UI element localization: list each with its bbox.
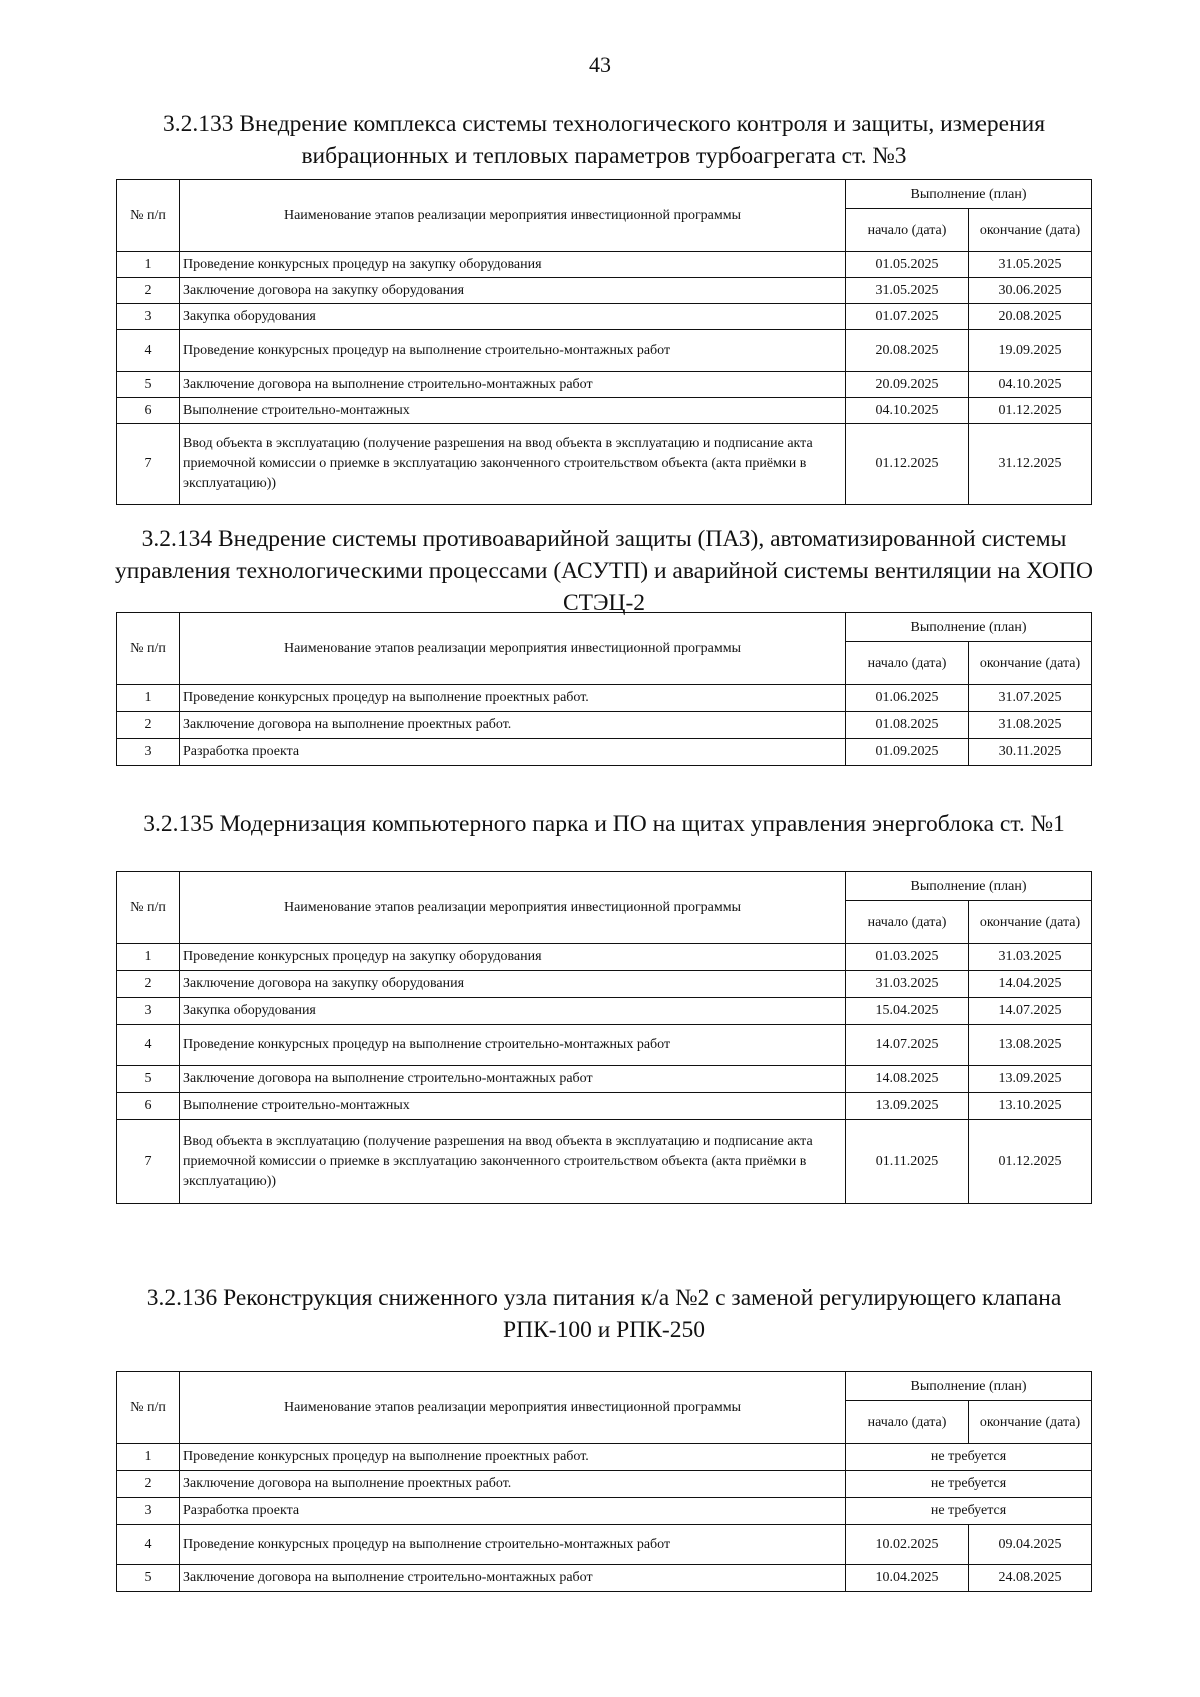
start-date: 01.06.2025	[846, 685, 969, 712]
start-date: 31.05.2025	[846, 278, 969, 304]
header-start-date: начало (дата)	[846, 1401, 969, 1444]
end-date: 13.08.2025	[969, 1025, 1092, 1066]
start-date: 10.04.2025	[846, 1565, 969, 1592]
stage-name: Выполнение строительно-монтажных	[180, 398, 846, 424]
table-row	[117, 372, 1092, 398]
stage-name: Заключение договора на выполнение строительно-монтажных работ	[180, 1565, 846, 1592]
stage-name: Проведение конкурсных процедур на выполнение строительно-монтажных работ	[180, 1025, 846, 1066]
table-row	[117, 971, 1092, 998]
end-date: 31.08.2025	[969, 712, 1092, 739]
row-number: 4	[117, 1025, 180, 1066]
row-number: 3	[117, 304, 180, 330]
header-execution-plan: Выполнение (план)	[846, 613, 1092, 642]
table-row	[117, 278, 1092, 304]
not-required-note: не требуется	[846, 1498, 1092, 1525]
end-date: 30.11.2025	[969, 739, 1092, 766]
stage-name: Проведение конкурсных процедур на выполнение строительно-монтажных работ	[180, 1525, 846, 1565]
header-stage-name: Наименование этапов реализации мероприятия инвестиционной программы	[180, 180, 846, 252]
header-start-date: начало (дата)	[846, 901, 969, 944]
row-number: 7	[117, 424, 180, 505]
header-execution-plan: Выполнение (план)	[846, 180, 1092, 209]
stage-name: Выполнение строительно-монтажных	[180, 1093, 846, 1120]
end-date: 31.12.2025	[969, 424, 1092, 505]
page-number: 43	[589, 52, 611, 77]
table-row	[117, 398, 1092, 424]
stage-name: Проведение конкурсных процедур на выполнение проектных работ.	[180, 685, 846, 712]
plan-table-136	[116, 1371, 1092, 1592]
stage-name: Заключение договора на закупку оборудования	[180, 971, 846, 998]
table-row	[117, 1498, 1092, 1525]
table-row	[117, 1120, 1092, 1204]
header-end-date: окончание (дата)	[969, 642, 1092, 685]
start-date: 01.09.2025	[846, 739, 969, 766]
end-date: 04.10.2025	[969, 372, 1092, 398]
table-row	[117, 944, 1092, 971]
row-number: 6	[117, 398, 180, 424]
start-date: 01.11.2025	[846, 1120, 969, 1204]
start-date: 01.03.2025	[846, 944, 969, 971]
stage-name: Проведение конкурсных процедур на выполнение строительно-монтажных работ	[180, 330, 846, 372]
stage-name: Ввод объекта в эксплуатацию (получение разрешения на ввод объекта в эксплуатацию и подписание акта приемочной комиссии о приемке в эксплуатацию законченного строительством объекта (акта приёмки в эксплуатацию))	[180, 424, 846, 505]
table-row	[117, 1066, 1092, 1093]
table-row	[117, 998, 1092, 1025]
table-row	[117, 712, 1092, 739]
stage-name: Разработка проекта	[180, 1498, 846, 1525]
header-execution-plan: Выполнение (план)	[846, 872, 1092, 901]
section-title-135: 3.2.135 Модернизация компьютерного парка и ПО на щитах управления энергоблока ст. №1	[143, 811, 1065, 837]
table-row	[117, 1444, 1092, 1471]
header-start-date: начало (дата)	[846, 209, 969, 252]
section-title-136: 3.2.136 Реконструкция сниженного узла питания к/а №2 с заменой регулирующего клапана РПК-100 и РПК-250	[146, 1285, 1062, 1343]
start-date: 15.04.2025	[846, 998, 969, 1025]
row-number: 1	[117, 252, 180, 278]
table-row	[117, 1565, 1092, 1592]
row-number: 2	[117, 278, 180, 304]
row-number: 4	[117, 1525, 180, 1565]
plan-table-133	[116, 179, 1092, 505]
row-number: 1	[117, 685, 180, 712]
section-title-133: 3.2.133 Внедрение комплекса системы технологического контроля и защиты, измерения вибрационных и тепловых параметров турбоагрегата ст. №3	[162, 111, 1046, 169]
end-date: 31.03.2025	[969, 944, 1092, 971]
stage-name: Ввод объекта в эксплуатацию (получение разрешения на ввод объекта в эксплуатацию и подписание акта приемочной комиссии о приемке в эксплуатацию законченного строительством объекта (акта приёмки в эксплуатацию))	[180, 1120, 846, 1204]
start-date: 31.03.2025	[846, 971, 969, 998]
row-number: 3	[117, 998, 180, 1025]
stage-name: Закупка оборудования	[180, 304, 846, 330]
stage-name: Заключение договора на выполнение строительно-монтажных работ	[180, 1066, 846, 1093]
stage-name: Проведение конкурсных процедур на закупку оборудования	[180, 252, 846, 278]
row-number: 5	[117, 1066, 180, 1093]
row-number: 5	[117, 1565, 180, 1592]
table-row	[117, 1471, 1092, 1498]
end-date: 13.10.2025	[969, 1093, 1092, 1120]
header-stage-name: Наименование этапов реализации мероприятия инвестиционной программы	[180, 1372, 846, 1444]
table-row	[117, 304, 1092, 330]
not-required-note: не требуется	[846, 1444, 1092, 1471]
plan-table-135	[116, 871, 1092, 1204]
row-number: 2	[117, 1471, 180, 1498]
end-date: 14.07.2025	[969, 998, 1092, 1025]
row-number: 2	[117, 971, 180, 998]
end-date: 19.09.2025	[969, 330, 1092, 372]
header-num: № п/п	[117, 180, 180, 252]
row-number: 3	[117, 1498, 180, 1525]
start-date: 01.05.2025	[846, 252, 969, 278]
start-date: 01.08.2025	[846, 712, 969, 739]
stage-name: Заключение договора на выполнение строительно-монтажных работ	[180, 372, 846, 398]
start-date: 01.07.2025	[846, 304, 969, 330]
start-date: 14.07.2025	[846, 1025, 969, 1066]
table-row	[117, 1093, 1092, 1120]
start-date: 14.08.2025	[846, 1066, 969, 1093]
start-date: 01.12.2025	[846, 424, 969, 505]
end-date: 30.06.2025	[969, 278, 1092, 304]
row-number: 1	[117, 944, 180, 971]
end-date: 20.08.2025	[969, 304, 1092, 330]
row-number: 4	[117, 330, 180, 372]
header-end-date: окончание (дата)	[969, 901, 1092, 944]
end-date: 01.12.2025	[969, 398, 1092, 424]
start-date: 04.10.2025	[846, 398, 969, 424]
end-date: 24.08.2025	[969, 1565, 1092, 1592]
table-row	[117, 330, 1092, 372]
header-num: № п/п	[117, 613, 180, 685]
header-execution-plan: Выполнение (план)	[846, 1372, 1092, 1401]
stage-name: Разработка проекта	[180, 739, 846, 766]
stage-name: Закупка оборудования	[180, 998, 846, 1025]
start-date: 13.09.2025	[846, 1093, 969, 1120]
stage-name: Заключение договора на выполнение проектных работ.	[180, 712, 846, 739]
start-date: 20.09.2025	[846, 372, 969, 398]
start-date: 20.08.2025	[846, 330, 969, 372]
header-start-date: начало (дата)	[846, 642, 969, 685]
stage-name: Проведение конкурсных процедур на выполнение проектных работ.	[180, 1444, 846, 1471]
end-date: 31.05.2025	[969, 252, 1092, 278]
not-required-note: не требуется	[846, 1471, 1092, 1498]
row-number: 5	[117, 372, 180, 398]
table-row	[117, 424, 1092, 505]
stage-name: Заключение договора на закупку оборудования	[180, 278, 846, 304]
row-number: 7	[117, 1120, 180, 1204]
end-date: 13.09.2025	[969, 1066, 1092, 1093]
end-date: 01.12.2025	[969, 1120, 1092, 1204]
row-number: 2	[117, 712, 180, 739]
header-end-date: окончание (дата)	[969, 1401, 1092, 1444]
end-date: 31.07.2025	[969, 685, 1092, 712]
table-row	[117, 739, 1092, 766]
table-row	[117, 1525, 1092, 1565]
stage-name: Заключение договора на выполнение проектных работ.	[180, 1471, 846, 1498]
header-num: № п/п	[117, 1372, 180, 1444]
header-end-date: окончание (дата)	[969, 209, 1092, 252]
row-number: 1	[117, 1444, 180, 1471]
end-date: 09.04.2025	[969, 1525, 1092, 1565]
header-stage-name: Наименование этапов реализации мероприятия инвестиционной программы	[180, 613, 846, 685]
start-date: 10.02.2025	[846, 1525, 969, 1565]
table-row	[117, 685, 1092, 712]
header-stage-name: Наименование этапов реализации мероприятия инвестиционной программы	[180, 872, 846, 944]
plan-table-134	[116, 612, 1092, 766]
header-num: № п/п	[117, 872, 180, 944]
table-row	[117, 1025, 1092, 1066]
table-row	[117, 252, 1092, 278]
end-date: 14.04.2025	[969, 971, 1092, 998]
row-number: 6	[117, 1093, 180, 1120]
stage-name: Проведение конкурсных процедур на закупку оборудования	[180, 944, 846, 971]
section-title-134: 3.2.134 Внедрение системы противоаварийной защиты (ПАЗ), автоматизированной системы управления технологическими процессами (АСУТП) и аварийной системы вентиляции на ХОПО СТЭЦ-2	[115, 526, 1093, 616]
row-number: 3	[117, 739, 180, 766]
